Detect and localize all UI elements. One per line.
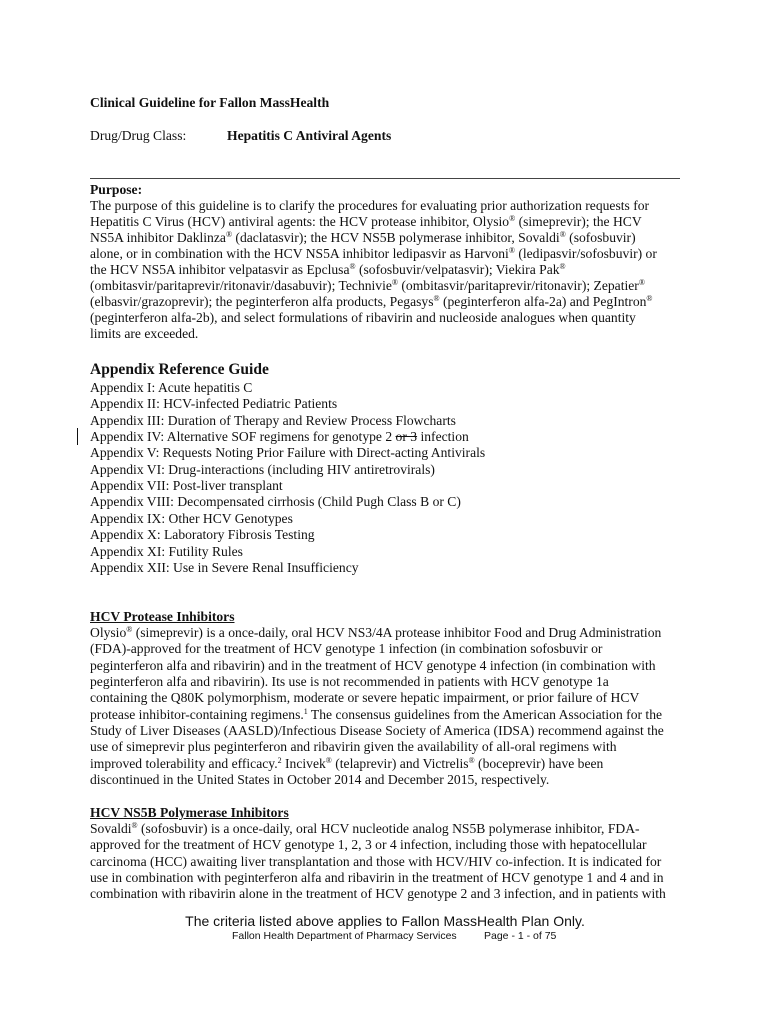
purpose-line: (ombitasvir/paritaprevir/ritonavir/dasabuvir); Technivie® (ombitasvir/paritaprevir/ritonavir); Zepatier® [90, 278, 645, 293]
protease-line: Study of Liver Diseases (AASLD)/Infectious Disease Society of America (IDSA) recommend against the [90, 723, 664, 738]
footer-department: Fallon Health Department of Pharmacy Services [232, 930, 457, 942]
protease-line: use of simeprevir plus peginterferon and ribavirin given the availability of all-oral regimens with [90, 739, 617, 754]
protease-line: discontinued in the United States in October 2014 and December 2015, respectively. [90, 772, 550, 787]
appendix-item: Appendix XII: Use in Severe Renal Insufficiency [90, 560, 359, 575]
purpose-line: (elbasvir/grazoprevir); the peginterferon alfa products, Pegasys® (peginterferon alfa-2a) and PegIntron® [90, 294, 653, 309]
ns5b-line: use in combination with peginterferon alfa and ribavirin in the treatment of HCV genotype 1 and 4 and in [90, 870, 664, 885]
drug-class-value: Hepatitis C Antiviral Agents [227, 128, 392, 143]
appendix-item: Appendix X: Laboratory Fibrosis Testing [90, 527, 315, 542]
protease-heading: HCV Protease Inhibitors [90, 609, 235, 624]
appendix-item: Appendix IV: Alternative SOF regimens for genotype 2 or 3 infection [90, 429, 469, 444]
drug-class-label: Drug/Drug Class: [90, 128, 187, 143]
ns5b-line: carcinoma (HCC) awaiting liver transplantation and those with HCV/HIV co-infection. It is indicated for [90, 854, 662, 869]
purpose-line: (peginterferon alfa-2b), and select formulations of ribavirin and nucleoside analogues when quantity [90, 310, 636, 325]
struck-text: or 3 [395, 429, 418, 444]
appendix-item: Appendix VIII: Decompensated cirrhosis (Child Pugh Class B or C) [90, 494, 461, 509]
revision-change-bar [77, 428, 78, 445]
ns5b-line: combination with ribavirin alone in the treatment of HCV genotype 2 and 3 infection, and in patients with [90, 886, 666, 901]
appendix-item: Appendix V: Requests Noting Prior Failure with Direct-acting Antivirals [90, 445, 486, 460]
ns5b-heading: HCV NS5B Polymerase Inhibitors [90, 805, 289, 820]
purpose-heading: Purpose: [90, 182, 143, 197]
protease-line: peginterferon alfa and ribavirin). Its use is not recommended in patients with HCV genotype 1a [90, 674, 609, 689]
purpose-line: NS5A inhibitor Daklinza® (daclatasvir); the HCV NS5B polymerase inhibitor, Sovaldi® (sofosbuvir) [90, 230, 636, 245]
purpose-line: Hepatitis C Virus (HCV) antiviral agents: the HCV protease inhibitor, Olysio® (simeprevir); the HCV [90, 214, 642, 229]
appendix-item: Appendix I: Acute hepatitis C [90, 380, 253, 395]
appendix-item: Appendix VII: Post-liver transplant [90, 478, 283, 493]
purpose-line: limits are exceeded. [90, 326, 199, 341]
protease-line: peginterferon alfa and ribavirin) and in the treatment of HCV genotype 4 infection (in combination with [90, 658, 656, 673]
ns5b-line: Sovaldi® (sofosbuvir) is a once-daily, oral HCV nucleotide analog NS5B polymerase inhibitor, FDA- [90, 821, 640, 836]
appendix-heading: Appendix Reference Guide [90, 361, 269, 378]
footer-page-number: Page - 1 - of 75 [484, 930, 557, 942]
purpose-line: alone, or in combination with the HCV NS5A inhibitor ledipasvir as Harvoni® (ledipasvir/sofosbuvir) or [90, 246, 657, 261]
protease-line: (FDA)-approved for the treatment of HCV genotype 1 infection (in combination sofosbuvir or [90, 641, 603, 656]
protease-line: protease inhibitor-containing regimens.$^1$ The consensus guidelines from the American Association for the [90, 707, 663, 722]
appendix-item: Appendix IX: Other HCV Genotypes [90, 511, 293, 526]
appendix-item: Appendix XI: Futility Rules [90, 544, 243, 559]
protease-line: improved tolerability and efficacy.$^2$ Incivek® (telaprevir) and Victrelis® (boceprevir) have been [90, 756, 604, 771]
protease-line: containing the Q80K polymorphism, moderate or severe hepatic impairment, or prior failure of HCV [90, 690, 640, 705]
guideline-title: Clinical Guideline for Fallon MassHealth [90, 95, 330, 110]
appendix-item: Appendix III: Duration of Therapy and Review Process Flowcharts [90, 413, 456, 428]
appendix-item: Appendix VI: Drug-interactions (including HIV antiretrovirals) [90, 462, 435, 477]
footer-disclaimer: The criteria listed above applies to Fallon MassHealth Plan Only. [185, 913, 585, 929]
section-divider [90, 178, 680, 179]
ns5b-line: approved for the treatment of HCV genotype 1, 2, 3 or 4 infection, including those with hepatocellular [90, 837, 647, 852]
purpose-line: the HCV NS5A inhibitor velpatasvir as Epclusa® (sofosbuvir/velpatasvir); Viekira Pak® [90, 262, 566, 277]
appendix-item: Appendix II: HCV-infected Pediatric Patients [90, 396, 338, 411]
purpose-line: The purpose of this guideline is to clarify the procedures for evaluating prior authorization requests for [90, 198, 650, 213]
protease-line: Olysio® (simeprevir) is a once-daily, oral HCV NS3/4A protease inhibitor Food and Drug Administration [90, 625, 662, 640]
